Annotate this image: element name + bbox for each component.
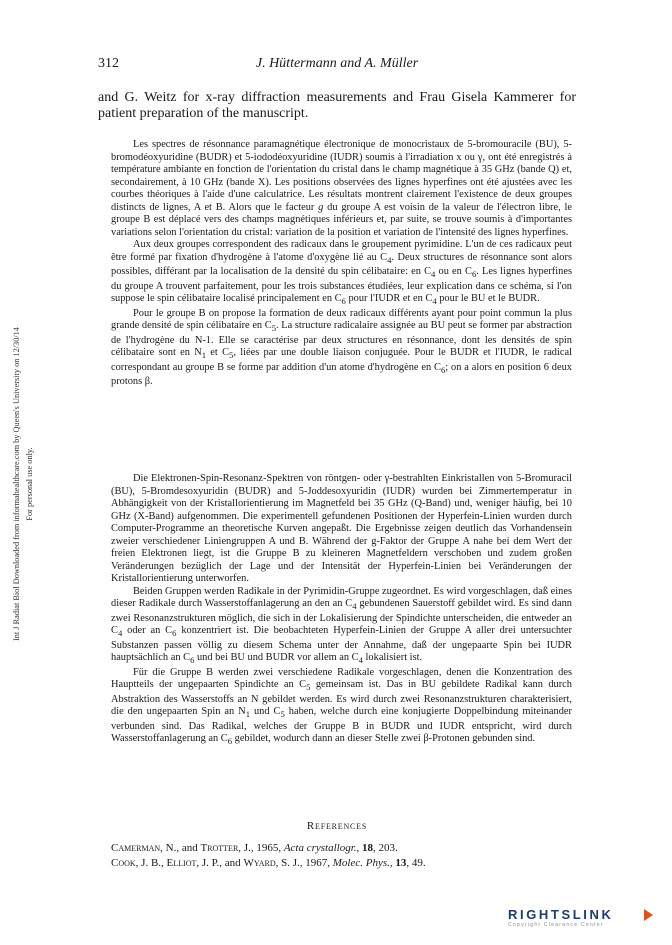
rightslink-logo[interactable] <box>508 907 658 931</box>
download-notice-sidebar <box>7 260 39 710</box>
page-header <box>98 56 576 76</box>
abstract-fr-paragraph-1: Les spectres de résonnance paramagnétique électronique de monocristaux de 5-bromouracile (BU), 5-bromodéoxyuridine (BUDR) et 5-iododéoxyuridine (IUDR) soumis à l'irradiation x ou γ, ont été enregistrés à température ambiante en fonction de l'orientation du cristal dans le champ magnétique à 35 GHz (bande Q) et, secondairement, à 10 GHz (bande X). Les positions observées des lignes hyperfines ont été ajustées avec les courbes théoriques à l'aide d'une calculatrice. Les résultats montrent clairement l'existence de deux groupes distincts de lignes, A et B. Alors que le facteur g du groupe A est voisin de la valeur de l'électron libre, le groupe B est déplacé vers des champs magnétiques inférieurs et, par suite, se trouve soumis à d'importantes variations selon l'orientation du cristal: variation de la position et variation de l'intensité des lignes hyperfines. <box>111 139 572 238</box>
rightslink-logo-text: RIGHTSLINK <box>508 907 614 922</box>
reference-item: Camerman, N., and Trotter, J., 1965, Acta crystallogr., 18, 203. <box>111 842 398 854</box>
download-notice-line-1: Int J Radiat Biol Downloaded from informahealthcare.com by Queen's University on 12/30/14 <box>12 327 21 641</box>
abstract-de-paragraph-1: Die Elektronen-Spin-Resonanz-Spektren von röntgen- oder γ-bestrahlten Einkristallen von 5-Bromuracil (BU), 5-Bromdesoxyuridin (BUDR) and 5-Joddesoxyuridin (IUDR) wurden bei Zimmertemperatur in Abhängigkeit von der Kristallorientierung im Magnetfeld bei 35 GHz (Q-Band) und, weniger häufig, bei 10 GHz (X-Band) aufgenommen. Die experimentell gefundenen Positionen der Hyperfein-Linien wurden durch Computer-Programme an theoretische Kurven angepaßt. Die Ergebnisse zeigen deutlich das Vorhandensein zweier verschiedener Liniengruppen A und B. Während der g-Faktor der Gruppe A nahe bei dem Wert der freien Elektronen liegt, ist die Gruppe B zu kleineren Magnetfeldern verschoben und zudem großen Veränderungen bezüglich der Lage und der Intensität der Hyperfein-Linien bei Veränderungen der Kristallorientierung unterworfen. <box>111 473 572 584</box>
reference-item: Cook, J. B., Elliot, J. P., and Wyard, S. J., 1967, Molec. Phys., 13, 49. <box>111 857 426 869</box>
abstract-fr-paragraph-2: Aux deux groupes correspondent des radicaux dans le groupement pyrimidine. L'un de ces radicaux peut être formé par fixation d'hydrogène à l'atome d'oxygène lié au $C_4$. Deux structures de résonnance sont alors possibles, différant par la localisation de la densité du spin célibataire: en $C_4$ ou en $C_6$. Les lignes hyperfines du groupe A trouvent parfaitement, pour les trois substances étudiées, leur explication dans ce schéma, si l'on suppose le spin célibataire localisé principalement en $C_6$ pour l'IUDR et en $C_4$ pour le BU et le BUDR. <box>111 239 572 307</box>
acknowledgement-text: and G. Weitz for x-ray diffraction measurements and Frau Gisela Kammerer for patient preparation of the manuscript. <box>98 90 576 121</box>
references-heading: References <box>306 820 368 832</box>
arrow-right-icon <box>644 909 653 921</box>
abstract-de-paragraph-3: Für die Gruppe B werden zwei verschiedene Radikale vorgeschlagen, denen die Konzentration des Hauptteils der ungepaarten Spindichte an $C_5$ gemeinsam ist. Das in BU gebildete Radikal kann durch Abstraktion des Wasserstoffs an N gebildet werden. Es wird durch zwei Resonanzstrukturen charakterisiert, die den ungepaarten Spin an $N_1$ und $C_5$ haben, welche durch eine konjugierte Doppelbindung miteinander verbunden sind. Das Radikal, welches der Gruppe B in BUDR und IUDR entspricht, wird durch Wasserstoffanlagerung an $C_6$ gebildet, wodurch dann an dieser Stelle zwei β-Protonen gebunden sind. <box>111 666 572 747</box>
references-list <box>111 841 572 871</box>
running-head-authors: J. Hüttermann and A. Müller <box>255 56 419 71</box>
abstract-french <box>111 139 572 389</box>
page-number: 312 <box>98 56 119 71</box>
abstract-de-paragraph-2: Beiden Gruppen werden Radikale in der Pyrimidin-Gruppe zugeordnet. Es wird vorgeschlagen, daß eines dieser Radikale durch Wasserstoffanlagerung an den an $C_4$ gebundenen Sauerstoff gebildet wird. Es sind dann zwei Resonanzstrukturen möglich, die sich in der Lokalisierung der Spindichte unterscheiden, die entweder an $C_4$ oder an $C_6$ konzentriert ist. Die beobachteten Hyperfein-Linien der Gruppe A aller drei untersuchter Substanzen passen völlig zu diesem Schema unter der Annahme, daß der ungepaarte Spin bei IUDR hauptsächlich an $C_6$ und bei BU und BUDR vor allem an $C_4$ lokalisiert ist. <box>111 585 572 666</box>
download-notice-text <box>10 259 36 709</box>
download-notice-line-2: For personal use only. <box>25 447 34 521</box>
abstract-german <box>111 473 572 748</box>
abstract-fr-paragraph-3: Pour le groupe B on propose la formation de deux radicaux différents ayant pour point commun la plus grande densité de spin célibataire en $C_5$. La structure radicalaire assignée au BU peut se former par abstraction de l'hydrogène du N-1. Elle se caractérise par deux structures en résonnance, dont les densités de spin célibataire sont en $N_1$ et $C_5$, liées par une double liaison conjuguée. Pour le BUDR et l'IUDR, le radical correspondant au groupe B se forme par addition d'un atome d'hydrogène en $C_6$; on a alors en position 6 deux protons β. <box>111 307 573 388</box>
rightslink-tagline: Copyright Clearance Center <box>508 922 604 928</box>
